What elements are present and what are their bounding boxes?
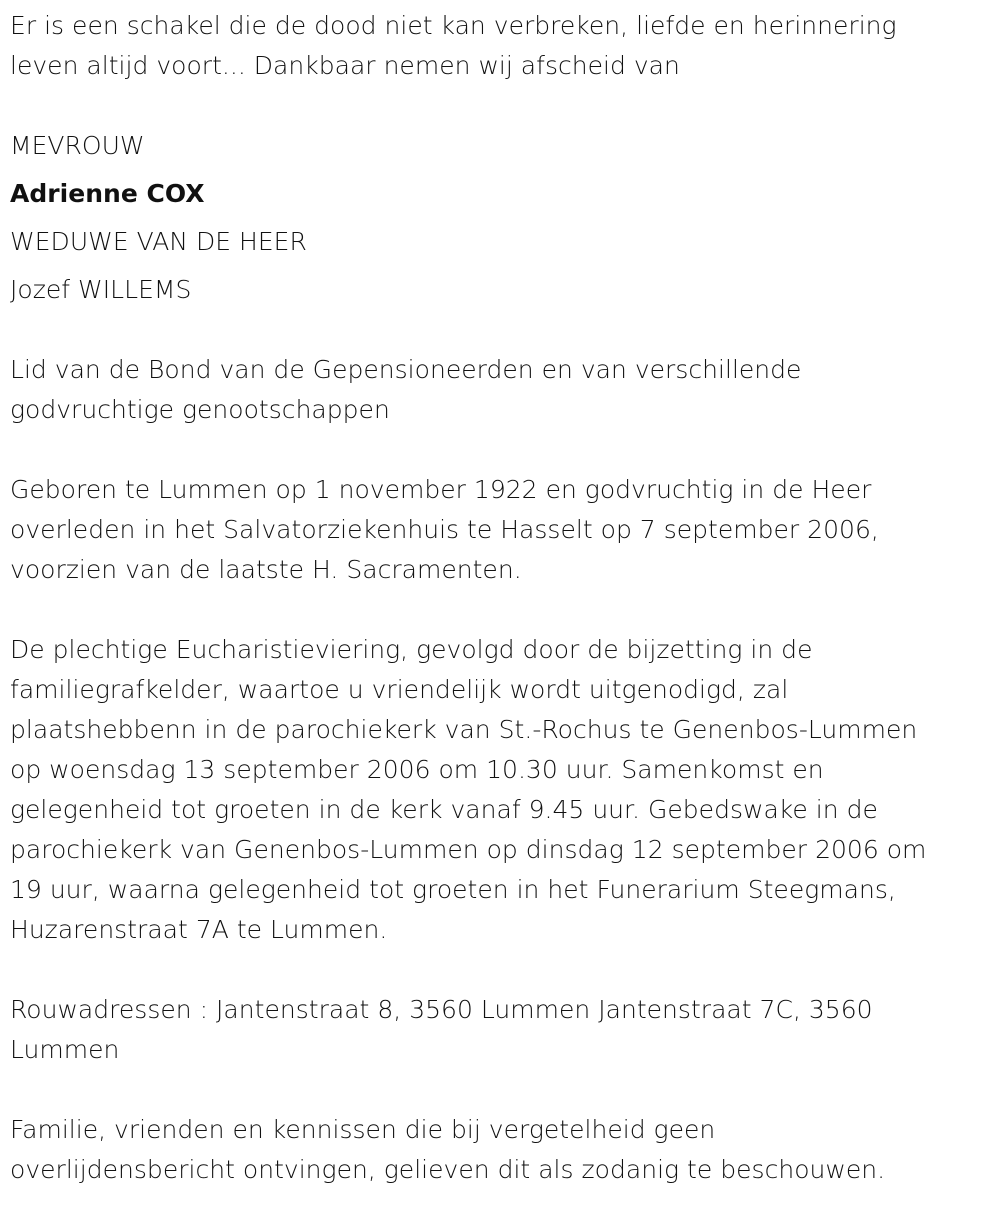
addresses-line-1: Rouwadressen : Jantenstraat 8, 3560 Lummen Jantenstraat 7C, 3560	[10, 995, 873, 1024]
birth-death-line-1: Geboren te Lummen op 1 november 1922 en godvruchtig in de Heer	[10, 475, 872, 504]
service-line-3: plaatshebbenn in de parochiekerk van St.-Rochus te Genenbos-Lummen	[10, 715, 918, 744]
service-line-2: familiegrafkelder, waartoe u vriendelijk wordt uitgenodigd, zal	[10, 675, 789, 704]
birth-death-line-3: voorzien van de laatste H. Sacramenten.	[10, 555, 522, 584]
membership-line-2: godvruchtige genootschappen	[10, 395, 390, 424]
service-line-6: parochiekerk van Genenbos-Lummen op dinsdag 12 september 2006 om	[10, 835, 927, 864]
closing-line-1: Familie, vrienden en kennissen die bij vergetelheid geen	[10, 1115, 716, 1144]
title-mevrouw: MEVROUW	[10, 131, 145, 160]
closing-line-2: overlijdensbericht ontvingen, gelieven dit als zodanig te beschouwen.	[10, 1155, 886, 1184]
service-line-7: 19 uur, waarna gelegenheid tot groeten in het Funerarium Steegmans,	[10, 875, 896, 904]
membership-line-1: Lid van de Bond van de Gepensioneerden en van verschillende	[10, 355, 802, 384]
obituary-document	[10, 6, 985, 1190]
service-line-1: De plechtige Eucharistieviering, gevolgd door de bijzetting in de	[10, 635, 813, 664]
intro-line-2: leven altijd voort... Dankbaar nemen wij afscheid van	[10, 51, 680, 80]
addresses-line-2: Lummen	[10, 1035, 120, 1064]
widow-of-label: WEDUWE VAN DE HEER	[10, 227, 307, 256]
intro-line-1: Er is een schakel die de dood niet kan verbreken, liefde en herinnering	[10, 11, 897, 40]
spouse-name: Jozef WILLEMS	[10, 275, 192, 304]
birth-death-line-2: overleden in het Salvatorziekenhuis te Hasselt op 7 september 2006,	[10, 515, 879, 544]
service-line-8: Huzarenstraat 7A te Lummen.	[10, 915, 388, 944]
service-line-5: gelegenheid tot groeten in de kerk vanaf 9.45 uur. Gebedswake in de	[10, 795, 878, 824]
deceased-name: Adrienne COX	[10, 179, 205, 208]
service-line-4: op woensdag 13 september 2006 om 10.30 uur. Samenkomst en	[10, 755, 824, 784]
